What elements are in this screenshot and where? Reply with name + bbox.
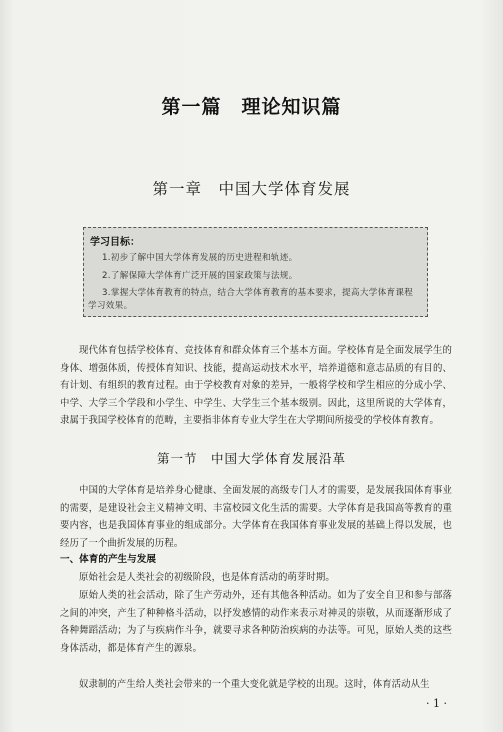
- subsection-heading: 一、体育的产生与发展: [60, 554, 156, 565]
- intro-paragraph: 现代体育包括学校体育、竞技体育和群众体育三个基本方面。学校体育是全面发展学生的身体、增强体质，传授体育知识、技能，提高运动技术水平，培养道德和意志品质的有目的、有计划、有组织的教育过程。由于学校教育对象的差异，一般将学校和学生相应的分成小学、中学、大学三个学段和小学生、中学生、大学生三个基本级别。因此，这里所说的大学体育，隶属于我国学校体育的范畴，主要指非体育专业大学生在大学期间所接受的学校体育教育。: [60, 345, 452, 427]
- learning-objectives-box: [83, 227, 428, 317]
- page-number: · 1 ·: [426, 697, 447, 710]
- paragraph-4: 原始人类的社会活动，除了生产劳动外，还有其他各种活动。如为了安全自卫和参与部落之间的冲突，产生了种种格斗活动，以抒发感情的动作来表示对神灵的崇敬，从而逐渐形成了各种舞蹈活动；为了与疾病作斗争，就要寻求各种防治疾病的办法等。可见，原始人类的这些身体活动，都是体育产生的源泉。: [60, 590, 452, 654]
- objective-item-3: 3.掌握大学体育教育的特点，结合大学体育教育的基本要求，提高大学体育课程学习效果。: [88, 288, 414, 311]
- objectives-heading: 学习目标：: [90, 237, 140, 248]
- section-title: 第一节 中国大学体育发展沿革: [156, 451, 346, 466]
- chapter-title: 第一章 中国大学体育发展: [152, 180, 351, 198]
- paragraph-5: 奴隶制的产生给人类社会带来的一个重大变化就是学校的出现。这时，体育活动从生: [79, 679, 430, 690]
- paragraph-3: 原始社会是人类社会的初级阶段，也是体育活动的萌芽时期。: [79, 572, 335, 583]
- objective-item-1: 1.初步了解中国大学体育发展的历史进程和轨迹。: [102, 253, 298, 263]
- section-paragraph: 中国的大学体育是培养身心健康、全面发展的高级专门人才的需要，是发展我国体育事业的需要，是建设社会主义精神文明、丰富校园文化生活的需要。大学体育是我国高等教育的重要内容，也是我国体育事业的组成部分。大学体育在我国体育事业发展的基础上得以发展，也经历了一个曲折发展的历程。: [60, 485, 452, 549]
- part-title: 第一篇 理论知识篇: [161, 96, 342, 118]
- objective-item-2: 2.了解保障大学体育广泛开展的国家政策与法规。: [102, 271, 298, 281]
